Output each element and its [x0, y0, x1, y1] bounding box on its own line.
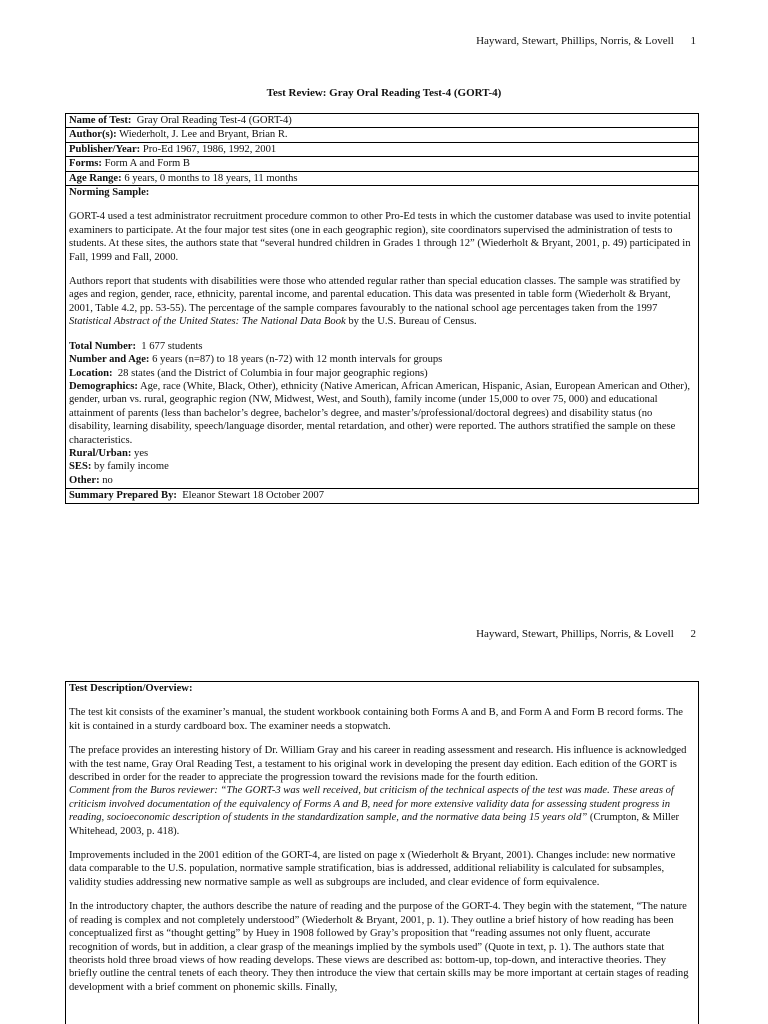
test-description-section	[65, 681, 699, 1024]
cited-book-title: Statistical Abstract of the United States: The National Data Book	[69, 316, 346, 328]
norming-item-ses	[69, 460, 695, 473]
field-authors	[66, 128, 698, 142]
buros-reviewer-comment	[69, 784, 695, 838]
norming-paragraph-2	[69, 275, 695, 329]
description-paragraph-2: The preface provides an interesting history of Dr. William Gray and his career in reading assessment and research. His influence is acknowledged with the test name, Gray Oral Reading Test, a testament to his original work in developing the present day edition. Each edition of the GORT is described in order for the reader to appreciate the progression toward the revisions made for the fourth edition.	[69, 745, 687, 784]
norming-item-total-number	[69, 340, 695, 353]
description-paragraph-1: The test kit consists of the examiner’s manual, the student workbook containing both Forms A and B, and Form A and Form B record forms. The kit is contained in a sturdy cardboard box. The examiner needs a stopwatch.	[69, 707, 683, 732]
item-label: Number and Age:	[69, 354, 150, 366]
field-label: Publisher/Year:	[69, 143, 141, 155]
test-description-content	[66, 682, 698, 994]
page-number: 1	[690, 35, 696, 47]
field-label: Summary Prepared By:	[69, 490, 177, 502]
item-label: Other:	[69, 474, 100, 486]
field-label: Name of Test:	[69, 115, 132, 126]
reviewer-quote: Comment from the Buros reviewer: “The GORT-3 was well received, but criticism of the technical aspects of the test was made. These areas of criticism involved documentation of the equivalency of Forms A and B, need for more extensive validity data for assessing student progress in reading, socioeconomic description of students in the standardization sample, and the normative data being 15 years old”	[69, 785, 674, 824]
document-title: Test Review: Gray Oral Reading Test-4 (GORT-4)	[266, 87, 502, 99]
item-value: yes	[134, 447, 149, 459]
section-label: Test Description/Overview:	[69, 683, 193, 694]
item-value: 28 states (and the District of Columbia in four major geographic regions)	[117, 367, 428, 379]
norming-item-rural-urban	[69, 447, 695, 460]
field-label: Forms:	[69, 158, 102, 170]
field-value: 6 years, 0 months to 18 years, 11 months	[124, 172, 298, 184]
item-value: 6 years (n=87) to 18 years (n-72) with 12 month intervals for groups	[152, 354, 443, 366]
page-number: 2	[690, 628, 696, 640]
norming-sample-label: Norming Sample:	[69, 187, 150, 199]
norming-sample-section	[66, 186, 698, 489]
field-value: Gray Oral Reading Test-4 (GORT-4)	[136, 115, 292, 126]
field-label: Age Range:	[69, 172, 122, 184]
reviewer-citation: (Crumpton, & Miller Whitehead, 2003, p. 418).	[69, 812, 680, 837]
field-name-of-test	[66, 114, 698, 128]
field-label: Author(s):	[69, 129, 117, 141]
description-paragraph-4: Improvements included in the 2001 edition of the GORT-4, are listed on page x (Wiederholt & Bryant, 2001). Changes include: new normative data comparable to the U.S. population, normative sample stratification, bias is addressed, additional reliability is calculated for subsamples, validity studies addressing new normative sample as well as subgroups are included, and clear evidence of form equivalence.	[69, 850, 676, 888]
item-value: Age, race (White, Black, Other), ethnicity (Native American, African American, Hispanic, Asian, European American and Other), gender, urban vs. rural, geographic region (NW, Midwest, West, and South), family income (under 15,000 to over 75, 000) and educational attainment of parents (less than bachelor’s degree, bachelor’s degree, and master’s/professional/doctoral degrees) and disability status (no disability, learning disability, speech/language disorder, mental retardation, and other) were reported. The authors stratified the sample on these characteristics.	[69, 380, 691, 446]
running-head-authors: Hayward, Stewart, Phillips, Norris, & Lovell	[476, 628, 674, 640]
item-value: 1 677 students	[141, 340, 203, 352]
item-label: Rural/Urban:	[69, 447, 132, 459]
norming-paragraph-2-text: Authors report that students with disabilities were those who attended regular rather than special education classes. The sample was stratified by ages and region, gender, race, ethnicity, parental income, and parental education. This data was presented in table form (Wiederholt & Bryant, 2001, Table 4.2, pp. 53-55). The percentage of the sample compares favourably to the national school age percentages taken from the 1997	[69, 276, 681, 314]
summary-prepared-by	[66, 489, 698, 502]
norming-item-location	[69, 367, 695, 380]
field-value: Eleanor Stewart 18 October 2007	[182, 490, 324, 502]
norming-paragraph-1: GORT-4 used a test administrator recruitment procedure common to other Pro-Ed tests in which the customer database was used to invite potential examiners to participate. At the four major test sites (one in each geographic region), site coordinators supervised the administration of tests to students. At these sites, the authors state that “several hundred children in Grades 1 through 12” (Wiederholt & Bryant, 2001, p. 49) participated in Fall, 1999 and Fall, 2000.	[69, 211, 691, 263]
running-head-page-1	[476, 35, 696, 48]
field-value: Wiederholt, J. Lee and Bryant, Brian R.	[119, 129, 288, 141]
item-label: Demographics:	[69, 380, 138, 392]
summary-table	[65, 113, 699, 504]
description-paragraph-5: In the introductory chapter, the authors describe the nature of reading and the purpose of the GORT-4. They begin with the statement, “The nature of reading is complex and not completely understood” (Wiederholt & Bryant, 2001, p. 1). They outline a brief history of how reading has been conceptualized first as “thought getting” by Huey in 1908 followed by Gray’s proposition that “reading assumes not only fluent, accurate recognition of words, but in addition, a clear grasp of the meanings implied by the symbols used” (Quote in text, p. 1). The authors state that theorists hold three broad views of how reading develops. These views are described as: bottom-up, top-down, and interactive theories. They briefly outline the central tenets of each theory. They then introduce the view that certain skills may be more important at certain stages of reading development with a brief comment on phonemic skills. Finally,	[69, 901, 689, 993]
norming-item-number-and-age	[69, 353, 695, 366]
field-value: Form A and Form B	[104, 158, 190, 170]
norming-item-other	[69, 474, 695, 487]
item-label: Total Number:	[69, 340, 136, 352]
norming-paragraph-2-end: by the U.S. Bureau of Census.	[348, 316, 477, 328]
item-value: no	[102, 474, 113, 486]
field-publisher-year	[66, 143, 698, 157]
running-head-authors: Hayward, Stewart, Phillips, Norris, & Lovell	[476, 35, 674, 47]
field-age-range	[66, 172, 698, 186]
running-head-page-2	[476, 628, 696, 641]
field-forms	[66, 157, 698, 171]
field-value: Pro-Ed 1967, 1986, 1992, 2001	[142, 143, 277, 155]
item-value: by family income	[94, 461, 169, 473]
item-label: SES:	[69, 461, 92, 473]
norming-item-demographics	[69, 380, 695, 447]
item-label: Location:	[69, 367, 113, 379]
